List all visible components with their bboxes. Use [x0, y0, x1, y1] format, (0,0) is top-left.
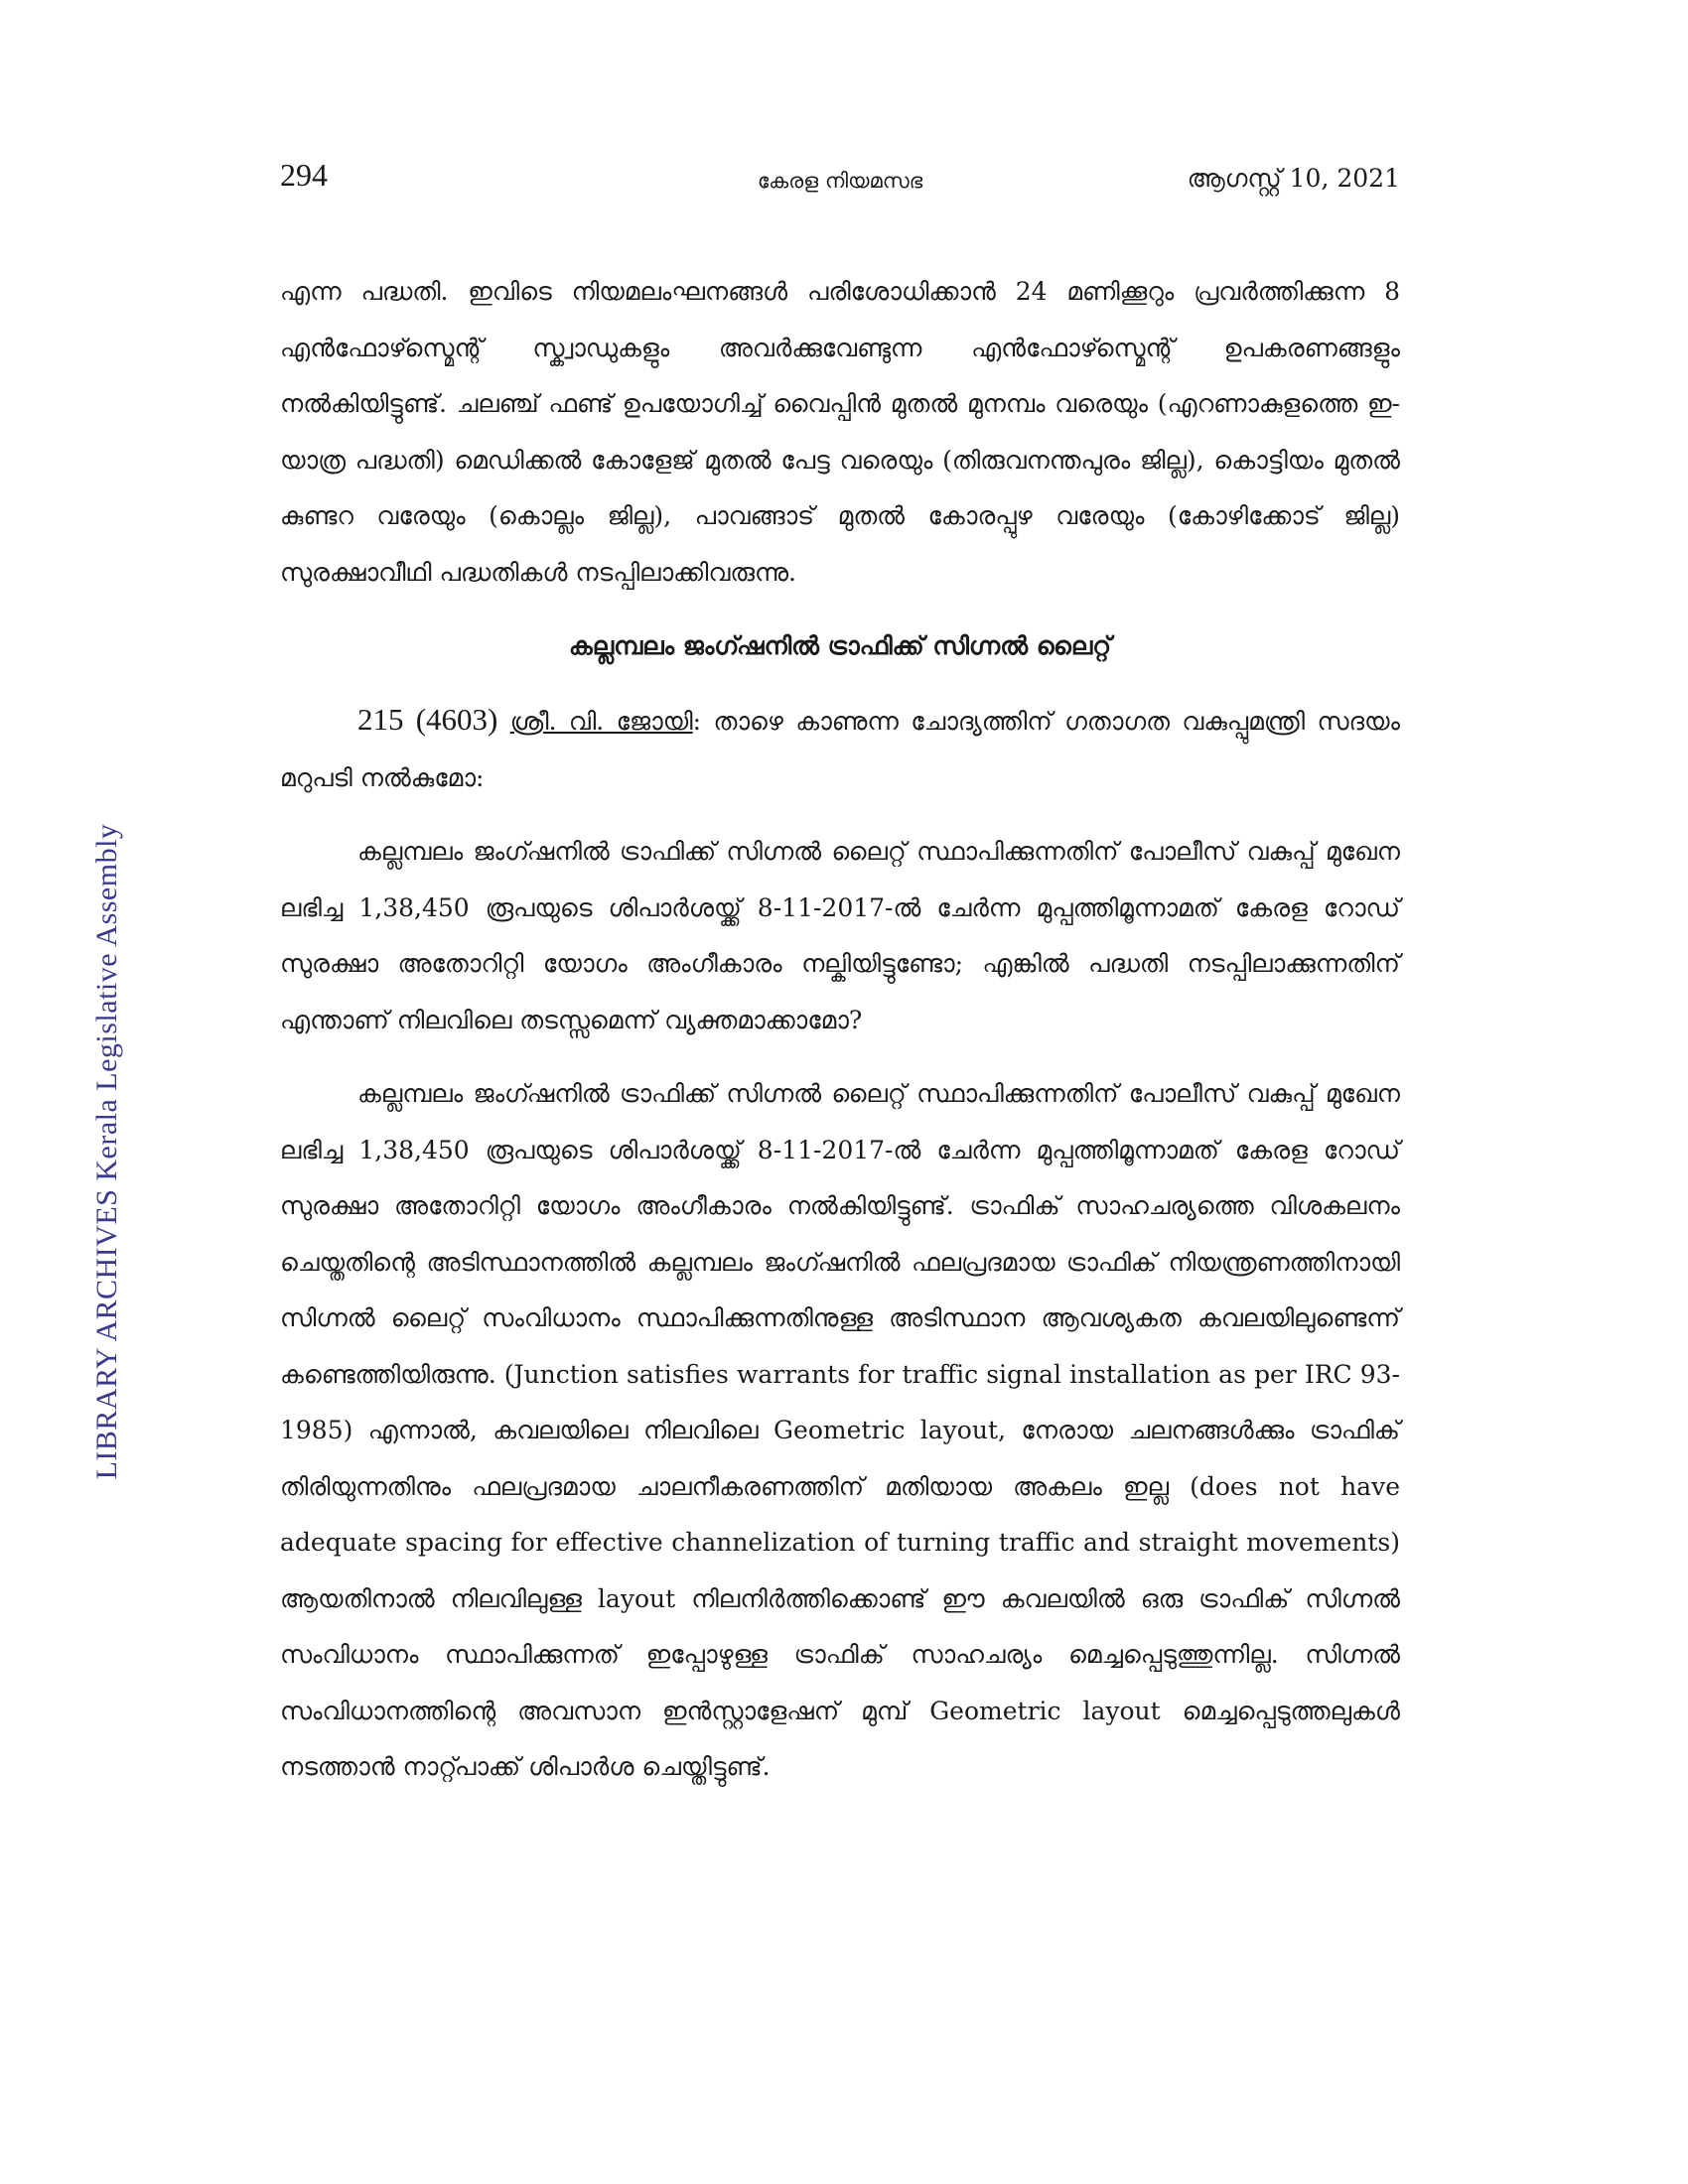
header-title: കേരള നിയമസഭ — [757, 169, 923, 193]
document-body — [280, 264, 1400, 1796]
question-header-paragraph — [280, 692, 1400, 806]
question-number: 215 (4603) — [357, 702, 498, 737]
question-paragraph: കല്ലമ്പലം ജംഗ്ഷനിൽ ട്രാഫിക്ക് സിഗ്നൽ ലൈറ്റ് സ്ഥാപിക്കുന്നതിന് പോലീസ് വകുപ്പ് മുഖേന ലഭിച്ച 1,38,450 രൂപയുടെ ശിപാർശയ്ക്ക് 8-11-2017-ൽ ചേർന്ന മുപ്പത്തിമൂന്നാമത് കേരള റോഡ് സുരക്ഷാ അതോറിറ്റി യോഗം അംഗീകാരം നല്കിയിട്ടുണ്ടോ; എങ്കിൽ പദ്ധതി നടപ്പിലാക്കുന്നതിന് എന്താണ് നിലവിലെ തടസ്സമെന്ന് വ്യക്തമാക്കാമോ? — [280, 837, 1400, 1034]
question-intro: : താഴെ കാണുന്ന ചോദ്യത്തിന് ഗതാഗത വകുപ്പുമന്ത്രി സദയം മറുപടി നൽകുമോ: — [280, 707, 1400, 792]
running-header — [280, 149, 1400, 208]
page-number: 294 — [280, 157, 328, 193]
member-name: ശ്രീ. വി. ജോയി — [509, 707, 693, 736]
answer-paragraph: കല്ലമ്പലം ജംഗ്ഷനിൽ ട്രാഫിക്ക് സിഗ്നൽ ലൈറ്റ് സ്ഥാപിക്കുന്നതിന് പോലീസ് വകുപ്പ് മുഖേന ലഭിച്ച 1,38,450 രൂപയുടെ ശിപാർശയ്ക്ക് 8-11-2017-ൽ ചേർന്ന മുപ്പത്തിമൂന്നാമത് കേരള റോഡ് സുരക്ഷാ അതോറിറ്റി യോഗം അംഗീകാരം നൽകിയിട്ടുണ്ട്. ട്രാഫിക് സാഹചര്യത്തെ വിശകലനം ചെയ്തതിന്റെ അടിസ്ഥാനത്തിൽ കല്ലമ്പലം ജംഗ്ഷനിൽ ഫലപ്രദമായ ട്രാഫിക് നിയന്ത്രണത്തിനായി സിഗ്നൽ ലൈറ്റ് സംവിധാനം സ്ഥാപിക്കുന്നതിനുള്ള അടിസ്ഥാന ആവശ്യകത കവലയിലുണ്ടെന്ന് കണ്ടെത്തിയിരുന്നു. (Junction satisfies warrants for traffic signal installation as per IRC 93-1985) എന്നാൽ, കവലയിലെ നിലവിലെ Geometric layout, നേരായ ചലനങ്ങൾക്കും ട്രാഫിക് തിരിയുന്നതിനും ഫലപ്രദമായ ചാലനീകരണത്തിന് മതിയായ അകലം ഇല്ല (does not have adequate spacing for effective channelization of turning traffic and straight movements) ആയതിനാൽ നിലവിലുള്ള layout നിലനിർത്തിക്കൊണ്ട് ഈ കവലയിൽ ഒരു ട്രാഫിക് സിഗ്നൽ സംവിധാനം സ്ഥാപിക്കുന്നത് ഇപ്പോഴുള്ള ട്രാഫിക് സാഹചര്യം മെച്ചപ്പെടുത്തുന്നില്ല. സിഗ്നൽ സംവിധാനത്തിന്റെ അവസാന ഇൻസ്റ്റാളേഷന് മുമ്പ് Geometric layout മെച്ചപ്പെടുത്തലുകൾ നടത്താൻ നാറ്റ്പാക്ക് ശിപാർശ ചെയ്തിട്ടുണ്ട്. — [280, 1079, 1400, 1781]
header-date: ആഗസ്റ്റ് 10, 2021 — [1187, 164, 1400, 193]
document-page — [280, 149, 1400, 1814]
section-heading: കല്ലമ്പലം ജംഗ്ഷനിൽ ട്രാഫിക്ക് സിഗ്നൽ ലൈറ്റ് — [568, 631, 1112, 660]
intro-paragraph: എന്ന പദ്ധതി. ഇവിടെ നിയമലംഘനങ്ങൾ പരിശോധിക്കാൻ 24 മണിക്കൂറും പ്രവർത്തിക്കുന്ന 8 എൻഫോഴ്സ്മെന്റ് സ്ക്വാഡുകളും അവർക്കുവേണ്ടുന്ന എൻഫോഴ്സ്മെന്റ് ഉപകരണങ്ങളും നൽകിയിട്ടുണ്ട്. ചലഞ്ച് ഫണ്ട് ഉപയോഗിച്ച് വൈപ്പിൻ മുതൽ മുനമ്പം വരെയും (എറണാകുളത്തെ ഇ-യാത്ര പദ്ധതി) മെഡിക്കൽ കോളേജ് മുതൽ പേട്ട വരെയും (തിരുവനന്തപുരം ജില്ല), കൊട്ടിയം മുതൽ കുണ്ടറ വരേയും (കൊല്ലം ജില്ല), പാവങ്ങാട് മുതൽ കോരപ്പുഴ വരേയും (കോഴിക്കോട് ജില്ല) സുരക്ഷാവീഥി പദ്ധതികൾ നടപ്പിലാക്കിവരുന്നു. — [280, 277, 1400, 587]
library-archives-watermark: LIBRARY ARCHIVES Kerala Legislative Assembly — [90, 823, 123, 1480]
